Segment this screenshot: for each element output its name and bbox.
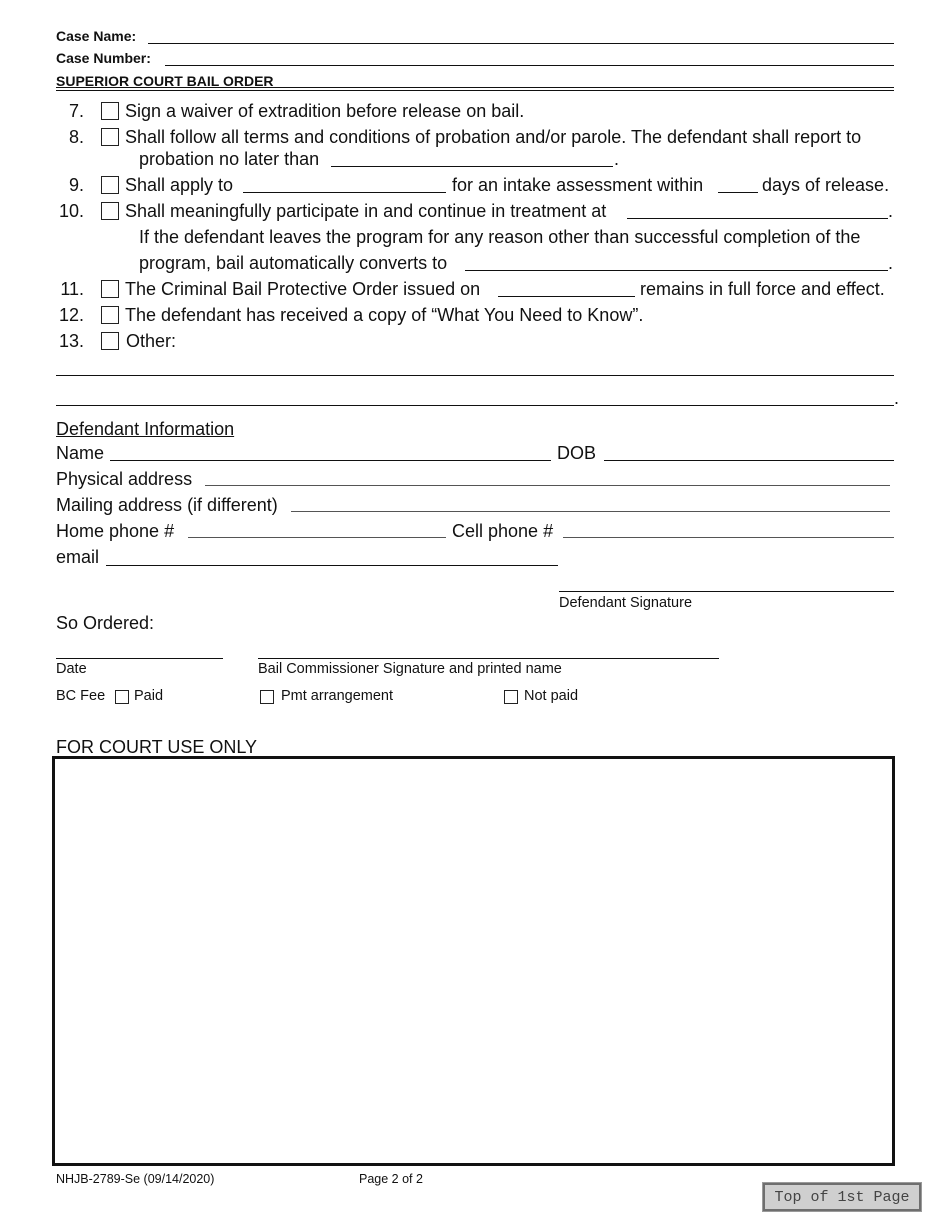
case-number-label: Case Number: [56, 50, 151, 66]
paid-label: Paid [134, 688, 164, 704]
item-9-checkbox[interactable] [101, 176, 119, 194]
defendant-signature-label: Defendant Signature [559, 595, 693, 611]
item-10-period-2: . [888, 253, 894, 273]
item-8-period: . [614, 149, 620, 169]
item-9-text-b: for an intake assessment within [452, 175, 704, 195]
item-8-number: 8. [68, 127, 84, 147]
item-10-checkbox[interactable] [101, 202, 119, 220]
mailing-address-field[interactable] [291, 511, 890, 512]
item-12-text: The defendant has received a copy of “What You Need to Know”. [125, 305, 644, 325]
paid-checkbox[interactable] [115, 690, 129, 704]
item-13-text: Other: [126, 331, 177, 351]
pmt-arrangement-label: Pmt arrangement [281, 688, 394, 704]
intake-provider-field[interactable] [243, 192, 446, 193]
bc-signature-field[interactable] [258, 658, 719, 659]
physical-address-field[interactable] [205, 485, 890, 486]
physical-address-label: Physical address [56, 469, 193, 489]
top-of-first-page-button[interactable]: Top of 1st Page [763, 1183, 921, 1211]
bail-converts-field[interactable] [465, 270, 888, 271]
defendant-info-heading: Defendant Information [56, 419, 235, 439]
bc-signature-label: Bail Commissioner Signature and printed name [258, 661, 562, 677]
item-10-period-1: . [888, 201, 894, 221]
title-rule-1 [56, 87, 894, 88]
email-label: email [56, 547, 100, 567]
item-7-checkbox[interactable] [101, 102, 119, 120]
home-phone-label: Home phone # [56, 521, 175, 541]
so-ordered-label: So Ordered: [56, 613, 155, 633]
item-11-checkbox[interactable] [101, 280, 119, 298]
form-id: NHJB-2789-Se (09/14/2020) [56, 1172, 215, 1186]
intake-days-field[interactable] [718, 192, 758, 193]
item-12-number: 12. [58, 305, 84, 325]
form-title: SUPERIOR COURT BAIL ORDER [56, 73, 274, 89]
not-paid-checkbox[interactable] [504, 690, 518, 704]
item-9-text-a: Shall apply to [125, 175, 234, 195]
other-field-line-2[interactable] [56, 405, 894, 406]
treatment-program-field[interactable] [627, 218, 888, 219]
date-field[interactable] [56, 658, 223, 659]
item-13-checkbox[interactable] [101, 332, 119, 350]
court-use-heading: FOR COURT USE ONLY [56, 737, 258, 757]
item-13-number: 13. [58, 331, 84, 351]
name-field[interactable] [110, 460, 551, 461]
dob-field[interactable] [604, 460, 894, 461]
protective-order-date-field[interactable] [498, 296, 635, 297]
cell-phone-field[interactable] [563, 537, 894, 538]
name-label: Name [56, 443, 105, 463]
date-label: Date [56, 661, 87, 677]
item-7-text: Sign a waiver of extradition before release on bail. [125, 101, 525, 121]
home-phone-field[interactable] [188, 537, 446, 538]
item-11-text-b: remains in full force and effect. [640, 279, 885, 299]
item-11-text-a: The Criminal Bail Protective Order issued on [125, 279, 481, 299]
item-11-number: 11. [60, 279, 84, 299]
other-field-line-1[interactable] [56, 375, 894, 376]
court-use-box[interactable] [52, 756, 895, 1166]
email-field[interactable] [106, 565, 558, 566]
item-10-cont-text-1: If the defendant leaves the program for any reason other than successful completion of the [139, 227, 861, 247]
other-period: . [894, 388, 900, 408]
pmt-arrangement-checkbox[interactable] [260, 690, 274, 704]
probation-date-field[interactable] [331, 166, 613, 167]
cell-phone-label: Cell phone # [452, 521, 554, 541]
case-name-label: Case Name: [56, 28, 137, 44]
item-10-cont-text-2: program, bail automatically converts to [139, 253, 448, 273]
item-9-text-c: days of release. [762, 175, 890, 195]
item-10-text: Shall meaningfully participate in and continue in treatment at [125, 201, 607, 221]
item-7-number: 7. [68, 101, 84, 121]
item-8-checkbox[interactable] [101, 128, 119, 146]
defendant-signature-field[interactable] [559, 591, 894, 592]
item-10-number: 10. [58, 201, 84, 221]
mailing-address-label: Mailing address (if different) [56, 495, 278, 515]
item-8-text: Shall follow all terms and conditions of probation and/or parole. The defendant shall report to [125, 127, 862, 147]
not-paid-label: Not paid [524, 688, 579, 704]
item-9-number: 9. [68, 175, 84, 195]
bc-fee-label: BC Fee [56, 688, 106, 704]
item-12-checkbox[interactable] [101, 306, 119, 324]
case-name-field[interactable] [148, 43, 894, 44]
case-number-field[interactable] [165, 65, 894, 66]
page-number: Page 2 of 2 [359, 1172, 423, 1186]
title-rule-2 [56, 90, 894, 91]
item-8-cont-text: probation no later than [139, 149, 320, 169]
dob-label: DOB [557, 443, 597, 463]
